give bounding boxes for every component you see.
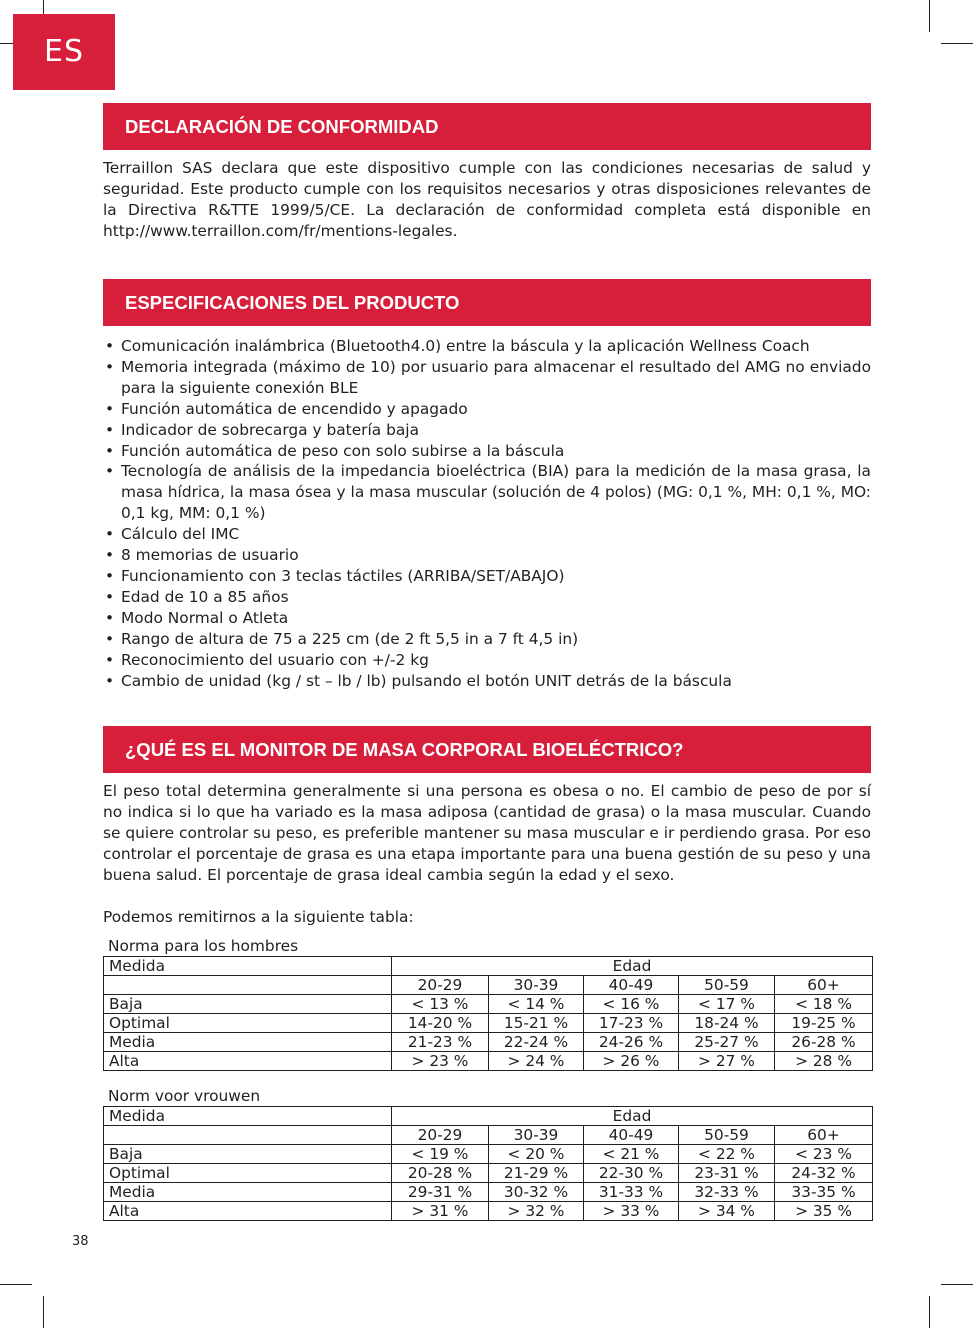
value-cell: < 23 % bbox=[775, 1145, 873, 1164]
crop-mark bbox=[929, 0, 930, 32]
spec-item: • Rango de altura de 75 a 225 cm (de 2 ft 5,5 in a 7 ft 4,5 in) bbox=[103, 629, 871, 650]
value-cell: < 18 % bbox=[775, 995, 873, 1014]
value-cell: 19-25 % bbox=[775, 1014, 873, 1033]
value-cell: < 19 % bbox=[392, 1145, 489, 1164]
value-cell: > 23 % bbox=[392, 1052, 489, 1071]
table-row bbox=[104, 995, 873, 1014]
row-label: Optimal bbox=[104, 1164, 392, 1183]
spec-item: • Cálculo del IMC bbox=[103, 524, 871, 545]
crop-mark bbox=[941, 1284, 973, 1285]
row-label: Media bbox=[104, 1183, 392, 1202]
spec-item: • Edad de 10 a 85 años bbox=[103, 587, 871, 608]
age-range-cell: 40-49 bbox=[584, 976, 679, 995]
value-cell: < 16 % bbox=[584, 995, 679, 1014]
table-header-row bbox=[104, 957, 873, 976]
spec-item: • Memoria integrada (máximo de 10) por usuario para almacenar el resultado del AMG no enviado para la siguiente conexión BLE bbox=[103, 357, 871, 399]
value-cell: 18-24 % bbox=[679, 1014, 775, 1033]
section-heading-specs: ESPECIFICACIONES DEL PRODUCTO bbox=[103, 279, 871, 326]
row-label: Media bbox=[104, 1033, 392, 1052]
measure-header: Medida bbox=[104, 957, 392, 976]
women-table-caption: Norm voor vrouwen bbox=[108, 1087, 261, 1105]
value-cell: 23-31 % bbox=[679, 1164, 775, 1183]
table-header-row bbox=[104, 1107, 873, 1126]
value-cell: > 32 % bbox=[489, 1202, 584, 1221]
table-row bbox=[104, 1014, 873, 1033]
value-cell: > 34 % bbox=[679, 1202, 775, 1221]
age-range-cell: 60+ bbox=[775, 1126, 873, 1145]
crop-mark bbox=[941, 43, 973, 44]
age-range-cell: 50-59 bbox=[679, 976, 775, 995]
spec-list bbox=[103, 336, 871, 691]
crop-mark bbox=[929, 1296, 930, 1328]
age-range-cell: 30-39 bbox=[489, 1126, 584, 1145]
section-heading-conformity: DECLARACIÓN DE CONFORMIDAD bbox=[103, 103, 871, 150]
value-cell: > 33 % bbox=[584, 1202, 679, 1221]
age-range-cell: 20-29 bbox=[392, 976, 489, 995]
value-cell: 25-27 % bbox=[679, 1033, 775, 1052]
value-cell: < 13 % bbox=[392, 995, 489, 1014]
value-cell: > 31 % bbox=[392, 1202, 489, 1221]
age-header: Edad bbox=[392, 957, 873, 976]
table-row bbox=[104, 1033, 873, 1052]
value-cell: > 26 % bbox=[584, 1052, 679, 1071]
value-cell: 21-29 % bbox=[489, 1164, 584, 1183]
row-label: Baja bbox=[104, 995, 392, 1014]
table-row bbox=[104, 1145, 873, 1164]
table-row bbox=[104, 1052, 873, 1071]
crop-mark bbox=[0, 1284, 32, 1285]
value-cell: 22-24 % bbox=[489, 1033, 584, 1052]
spec-item: • Modo Normal o Atleta bbox=[103, 608, 871, 629]
table-row bbox=[104, 1164, 873, 1183]
value-cell: < 21 % bbox=[584, 1145, 679, 1164]
value-cell: < 20 % bbox=[489, 1145, 584, 1164]
spec-item: • Funcionamiento con 3 teclas táctiles (ARRIBA/SET/ABAJO) bbox=[103, 566, 871, 587]
table-row bbox=[104, 1202, 873, 1221]
age-range-cell: 60+ bbox=[775, 976, 873, 995]
value-cell: 24-26 % bbox=[584, 1033, 679, 1052]
row-label: Baja bbox=[104, 1145, 392, 1164]
spec-item: • Comunicación inalámbrica (Bluetooth4.0) entre la báscula y la aplicación Wellness Coach bbox=[103, 336, 871, 357]
row-label: Optimal bbox=[104, 1014, 392, 1033]
value-cell: 31-33 % bbox=[584, 1183, 679, 1202]
value-cell: 26-28 % bbox=[775, 1033, 873, 1052]
value-cell: 33-35 % bbox=[775, 1183, 873, 1202]
value-cell: 29-31 % bbox=[392, 1183, 489, 1202]
conformity-paragraph: Terraillon SAS declara que este dispositivo cumple con las condiciones necesarias de salud y seguridad. Este producto cumple con los requisitos necesarios y otras disposiciones relevantes de la Directiva R&TTE 1999/5/CE. La declaración de conformidad completa está disponible en http://www.terraillon.com/fr/mentions-legales. bbox=[103, 159, 871, 240]
men-norm-table bbox=[103, 956, 873, 1071]
value-cell: 30-32 % bbox=[489, 1183, 584, 1202]
spec-item: • Reconocimiento del usuario con +/-2 kg bbox=[103, 650, 871, 671]
value-cell: < 17 % bbox=[679, 995, 775, 1014]
value-cell: 22-30 % bbox=[584, 1164, 679, 1183]
table-row bbox=[104, 1183, 873, 1202]
measure-header: Medida bbox=[104, 1107, 392, 1126]
value-cell: 21-23 % bbox=[392, 1033, 489, 1052]
age-range-cell: 40-49 bbox=[584, 1126, 679, 1145]
age-header: Edad bbox=[392, 1107, 873, 1126]
empty-cell bbox=[104, 1126, 392, 1145]
crop-mark bbox=[43, 1296, 44, 1328]
value-cell: > 27 % bbox=[679, 1052, 775, 1071]
spec-item: • Tecnología de análisis de la impedancia bioeléctrica (BIA) para la medición de la masa grasa, la masa hídrica, la masa ósea y la masa muscular (solución de 4 polos) (MG: 0,1 %, MH: 0,1 %, MO: 0,1 kg, MM: 0,1 %) bbox=[103, 461, 871, 524]
table-age-row bbox=[104, 976, 873, 995]
section-heading-monitor: ¿QUÉ ES EL MONITOR DE MASA CORPORAL BIOELÉCTRICO? bbox=[103, 726, 871, 773]
value-cell: > 24 % bbox=[489, 1052, 584, 1071]
value-cell: < 14 % bbox=[489, 995, 584, 1014]
value-cell: < 22 % bbox=[679, 1145, 775, 1164]
value-cell: 20-28 % bbox=[392, 1164, 489, 1183]
row-label: Alta bbox=[104, 1052, 392, 1071]
spec-item: • Indicador de sobrecarga y batería baja bbox=[103, 420, 871, 441]
table-age-row bbox=[104, 1126, 873, 1145]
men-table-caption: Norma para los hombres bbox=[108, 937, 299, 955]
value-cell: > 35 % bbox=[775, 1202, 873, 1221]
value-cell: 14-20 % bbox=[392, 1014, 489, 1033]
table-intro: Podemos remitirnos a la siguiente tabla: bbox=[103, 908, 414, 926]
value-cell: 15-21 % bbox=[489, 1014, 584, 1033]
value-cell: > 28 % bbox=[775, 1052, 873, 1071]
age-range-cell: 30-39 bbox=[489, 976, 584, 995]
spec-item: • 8 memorias de usuario bbox=[103, 545, 871, 566]
page-number: 38 bbox=[72, 1234, 89, 1249]
value-cell: 32-33 % bbox=[679, 1183, 775, 1202]
row-label: Alta bbox=[104, 1202, 392, 1221]
spec-item: • Cambio de unidad (kg / st – lb / lb) pulsando el botón UNIT detrás de la báscula bbox=[103, 671, 871, 692]
spec-item: • Función automática de encendido y apagado bbox=[103, 399, 871, 420]
empty-cell bbox=[104, 976, 392, 995]
age-range-cell: 50-59 bbox=[679, 1126, 775, 1145]
monitor-paragraph: El peso total determina generalmente si una persona es obesa o no. El cambio de peso de por sí no indica si lo que ha variado es la masa adiposa (cantidad de grasa) o la masa muscular. Cuando se quiere controlar su peso, es preferible mantener su masa muscular e ir perdiendo grasa. Por eso controlar el porcentaje de grasa es una etapa importante para una buena gestión de su peso y una buena salud. El porcentaje de grasa ideal cambia según la edad y el sexo. bbox=[103, 782, 871, 884]
value-cell: 17-23 % bbox=[584, 1014, 679, 1033]
value-cell: 24-32 % bbox=[775, 1164, 873, 1183]
language-tab: ES bbox=[13, 14, 115, 90]
age-range-cell: 20-29 bbox=[392, 1126, 489, 1145]
women-norm-table bbox=[103, 1106, 873, 1221]
spec-item: • Función automática de peso con solo subirse a la báscula bbox=[103, 441, 871, 462]
